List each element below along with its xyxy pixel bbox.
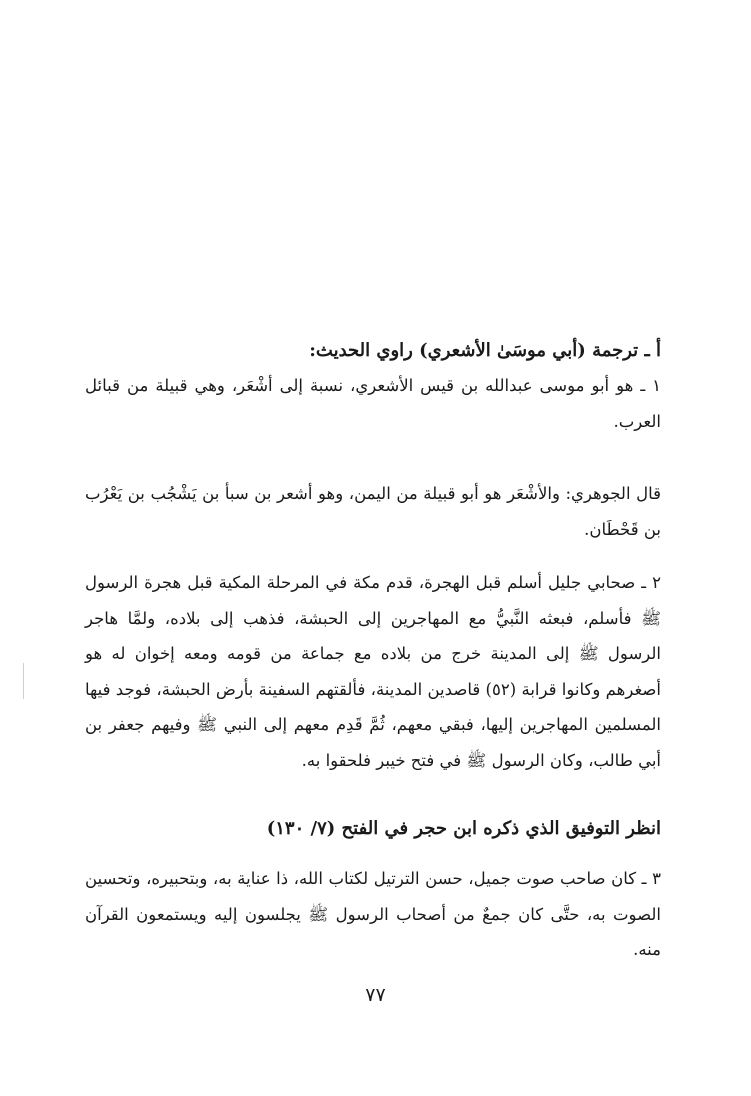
reference-note-heading: انظر التوفيق الذي ذكره ابن حجر في الفتح (٧/ ١٣٠)	[266, 818, 661, 839]
paragraph-companion-history: ٢ ـ صحابي جليل أسلم قبل الهجرة، قدم مكة في المرحلة المكية قبل هجرة الرسول ﷺ فأسلم، فبعثه النَّبيُّ مع المهاجرين إلى الحبشة، فذهب إلى بلاده، ولمَّا هاجر الرسول ﷺ إلى المدينة خرج من بلاده مع جماعة من قومه ومعه إخوان له هو أصغرهم وكانوا قرابة (٥٢) قاصدين المدينة، فألقتهم السفينة بأرض الحبشة، فوجد فيها المسلمين المهاجرين إليها، فبقي معهم، ثُمَّ قَدِم معهم إلى النبي ﷺ وفيهم جعفر بن أبي طالب، وكان الرسول ﷺ في فتح خيبر فلحقوا به.	[85, 573, 662, 770]
page-number: ٧٧	[365, 984, 386, 1006]
paragraph-voice: ٣ ـ كان صاحب صوت جميل، حسن الترتيل لكتاب الله، ذا عناية به، وبتحبيره، وتحسين الصوت به، حتَّى كان جمعٌ من أصحاب الرسول ﷺ يجلسون إليه ويستمعون القرآن منه.	[85, 869, 661, 959]
section-heading: أ ـ ترجمة (أبي موسَىٰ الأشعري) راوي الحديث:	[309, 340, 661, 361]
paragraph-lineage: ١ ـ هو أبو موسى عبدالله بن قيس الأشعري، نسبة إلى أشْعَر، وهي قبيلة من قبائل العرب.	[85, 376, 661, 431]
paragraph-jawhari-quote: قال الجوهري: والأشْعَر هو أبو قبيلة من اليمن، وهو أشعر بن سبأ بن يَشْجُب بن يَعْرُب بن قَحْطَان.	[85, 484, 661, 539]
margin-mark	[23, 663, 24, 699]
